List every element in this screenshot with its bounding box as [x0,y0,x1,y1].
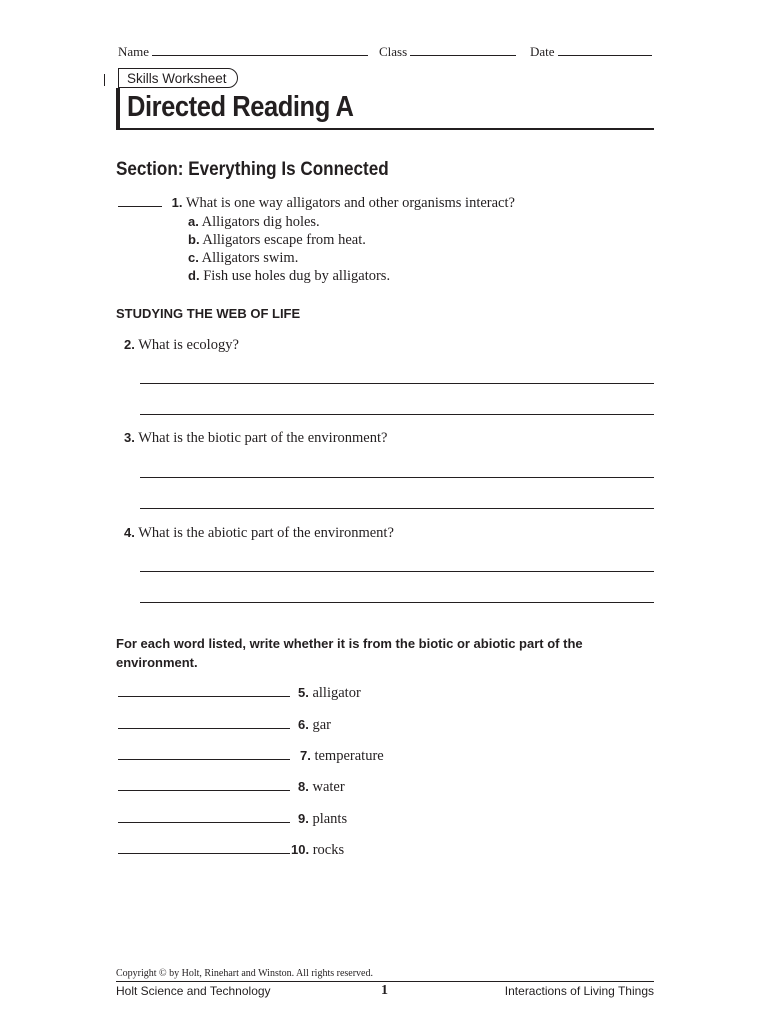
choice-b [188,232,366,249]
word-item-9 [118,811,347,828]
instructions: For each word listed, write whether it is from the biotic or abiotic part of the environment. [116,636,583,670]
page-title: Directed Reading A [127,91,354,123]
date-blank[interactable] [558,44,652,56]
answer-blank[interactable] [118,779,290,791]
answer-line[interactable] [140,414,654,415]
question-number: 1. [171,195,183,210]
name-field [118,44,368,60]
title-rule [116,128,654,130]
choice-letter: b. [188,232,200,247]
answer-line[interactable] [140,508,654,509]
name-blank[interactable] [152,44,368,56]
question-number: 3. [124,430,135,445]
item-word: water [312,779,345,795]
choice-text: Alligators swim. [201,250,299,266]
choice-a [188,214,320,231]
question-3 [124,430,387,447]
footer-rule [116,981,654,982]
item-number: 7. [300,748,311,763]
answer-line[interactable] [140,383,654,384]
word-item-10 [118,842,344,859]
word-item-5 [118,685,361,702]
item-number: 10. [291,842,310,857]
answer-blank[interactable] [118,842,290,854]
question-number: 2. [124,337,135,352]
item-number: 8. [298,779,309,794]
date-label: Date [530,44,555,59]
choice-letter: d. [188,268,200,283]
choice-text: Fish use holes dug by alligators. [203,268,391,284]
question-1 [118,195,515,212]
question-4 [124,525,394,542]
name-label: Name [118,44,150,59]
question-text: What is the abiotic part of the environment? [138,525,394,541]
item-number: 6. [298,717,309,732]
page-number: 1 [381,983,388,998]
margin-tick [104,74,105,86]
choice-letter: a. [188,214,199,229]
choice-text: Alligators dig holes. [201,214,320,230]
item-word: alligator [312,685,361,701]
title-bar [116,88,120,130]
section-title: Section: Everything Is Connected [116,159,389,180]
question-2 [124,337,239,354]
class-label: Class [379,44,408,59]
answer-blank-1[interactable] [118,195,162,207]
question-text: What is one way alligators and other organisms interact? [185,195,515,211]
choice-text: Alligators escape from heat. [202,232,366,248]
answer-blank[interactable] [118,685,290,697]
choice-letter: c. [188,250,199,265]
class-field [379,44,516,60]
question-number: 4. [124,525,135,540]
class-blank[interactable] [410,44,516,56]
word-item-7 [118,748,384,765]
choice-c [188,250,298,267]
item-word: temperature [314,748,384,764]
skills-worksheet-badge: Skills Worksheet [118,68,238,88]
date-field [530,44,652,60]
item-word: rocks [312,842,345,858]
answer-blank[interactable] [118,811,290,823]
word-item-6 [118,717,331,734]
question-text: What is the biotic part of the environment? [138,430,388,446]
answer-line[interactable] [140,477,654,478]
footer-chapter: Interactions of Living Things [504,984,654,998]
answer-line[interactable] [140,571,654,572]
item-word: gar [312,717,331,733]
subheading: STUDYING THE WEB OF LIFE [116,306,301,321]
answer-blank[interactable] [118,717,290,729]
answer-line[interactable] [140,602,654,603]
choice-d [188,268,390,285]
question-text: What is ecology? [138,337,239,353]
footer-publisher: Holt Science and Technology [116,984,271,998]
answer-blank[interactable] [118,748,290,760]
item-number: 5. [298,685,309,700]
word-item-8 [118,779,345,796]
copyright: Copyright © by Holt, Rinehart and Winston. All rights reserved. [116,968,373,979]
item-word: plants [312,811,348,827]
item-number: 9. [298,811,309,826]
